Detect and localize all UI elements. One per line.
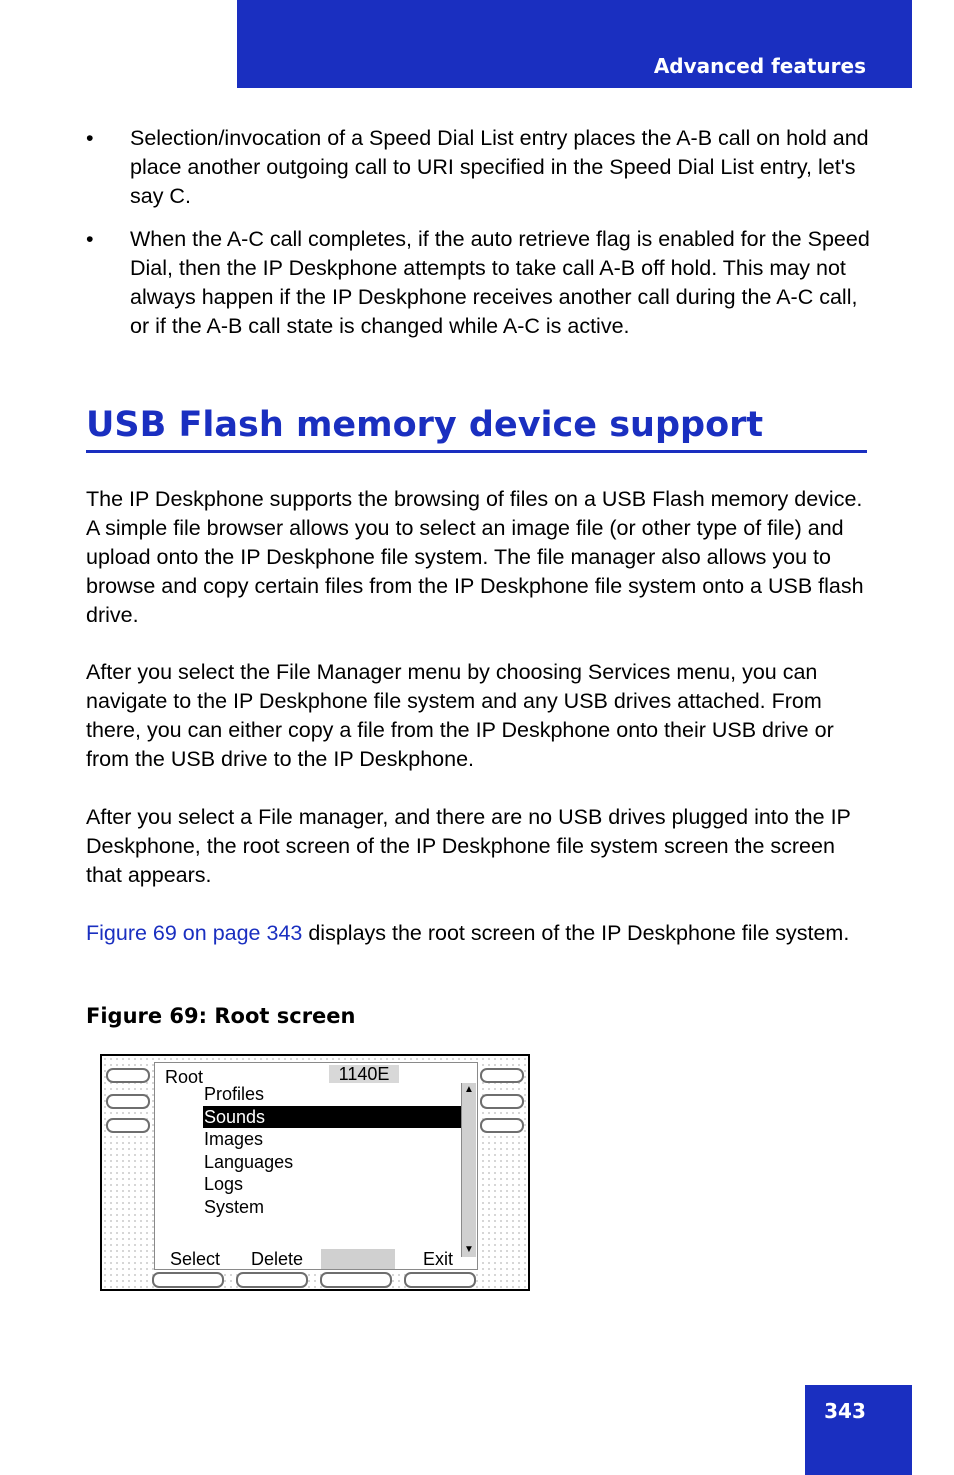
softkey-label-select: Select [169,1249,221,1269]
menu-item-sounds[interactable]: Sounds [203,1106,461,1129]
paragraph-root-screen: After you select a File manager, and there are no USB drives plugged into the IP Deskphone, the root screen of the IP Deskphone file system screen the screen that appears. [86,805,851,887]
phone-screen [154,1062,478,1270]
file-menu [203,1083,461,1218]
figure-caption: Figure 69: Root screen [86,1004,356,1028]
reference-text: displays the root screen of the IP Deskphone file system. [302,921,850,945]
menu-item-profiles[interactable]: Profiles [204,1084,265,1104]
menu-item-logs[interactable]: Logs [204,1174,244,1194]
menu-item-languages[interactable]: Languages [204,1151,294,1172]
bullet-list [86,124,876,355]
soft-key-2[interactable] [236,1272,308,1288]
softkey-label-delete: Delete [250,1249,304,1269]
bullet-text: When the A-C call completes, if the auto retrieve flag is enabled for the Speed Dial, then the IP Deskphone attempts to take call A-B off hold. This may not always happen if the IP Deskphone receives another call during the A-C call, or if the A-B call state is changed while A-C is active. [130,227,870,338]
bullet-item [86,124,876,211]
menu-item-images[interactable]: Images [204,1129,264,1149]
right-line-key-2[interactable] [480,1094,524,1109]
bullet-marker: • [86,227,94,251]
paragraph-intro: The IP Deskphone supports the browsing of files on a USB Flash memory device. A simple file browser allows you to select an image file (or other type of file) and upload onto the IP Deskphone file system. The file manager also allows you to browse and copy certain files from the IP Deskphone file system onto a USB flash drive. [86,487,864,627]
bullet-marker: • [86,126,94,150]
paragraph-figure-reference [86,919,876,948]
soft-key-4[interactable] [404,1272,476,1288]
softkey-label-exit: Exit [422,1249,453,1269]
section-heading: USB Flash memory device support [86,404,867,453]
softkey-label-blank [321,1249,395,1269]
figure-link[interactable]: Figure 69 on page 343 [86,921,303,945]
right-line-key-1[interactable] [480,1068,524,1083]
header-band [237,0,912,88]
screen-title: Root [165,1067,204,1087]
menu-scrollbar[interactable] [461,1083,476,1257]
phone-display-figure [100,1054,530,1291]
phone-model-label: 1140E [329,1065,399,1083]
soft-key-3[interactable] [320,1272,392,1288]
softkey-label-bar [155,1244,477,1269]
left-line-key-2[interactable] [106,1094,150,1109]
left-line-key-1[interactable] [106,1068,150,1083]
scroll-up-arrow-icon[interactable]: ▲ [464,1084,474,1095]
soft-key-1[interactable] [152,1272,224,1288]
bullet-text: Selection/invocation of a Speed Dial List entry places the A-B call on hold and place another outgoing call to URI specified in the Speed Dial List entry, let's say C. [130,126,869,208]
paragraph-navigation: After you select the File Manager menu by choosing Services menu, you can navigate to the IP Deskphone file system and any USB drives attached. From there, you can either copy a file from the IP Deskphone onto their USB drive or from the USB drive to the IP Deskphone. [86,660,834,771]
right-line-key-3[interactable] [480,1118,524,1133]
page-number-box [805,1385,912,1475]
header-section-title: Advanced features [653,54,866,78]
scroll-down-arrow-icon[interactable]: ▼ [464,1244,474,1255]
page-number: 343 [824,1399,866,1423]
bullet-item [86,225,876,341]
menu-item-system[interactable]: System [204,1196,265,1217]
left-line-key-3[interactable] [106,1118,150,1133]
